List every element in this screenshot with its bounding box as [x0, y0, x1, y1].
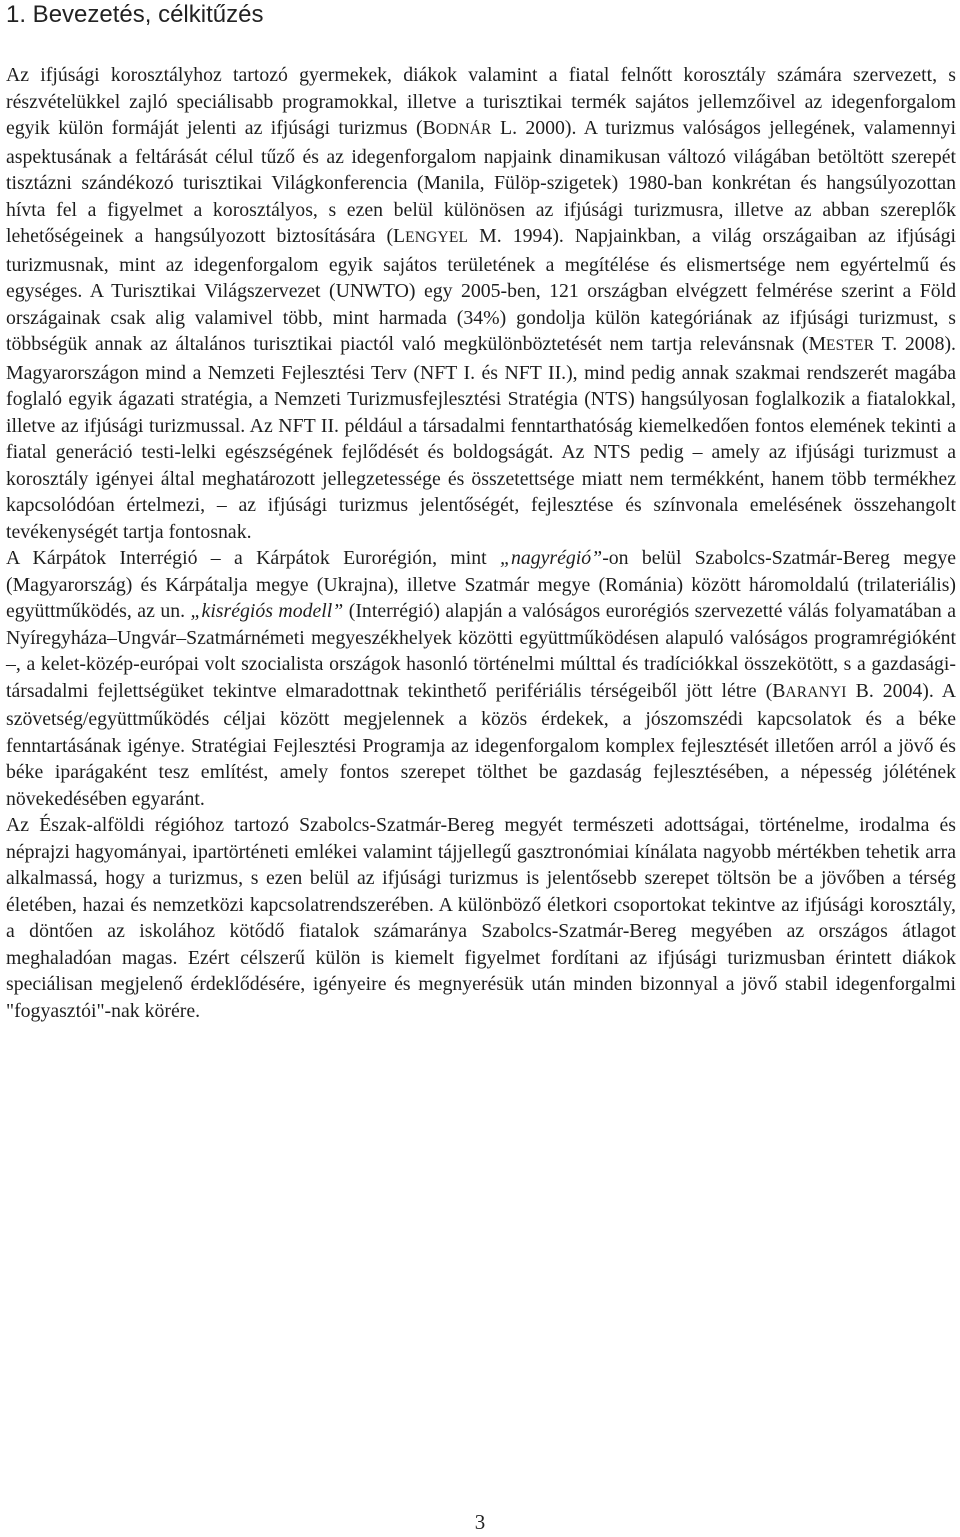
citation-tail: M. 1994). [468, 225, 564, 247]
citation-initial: L [393, 225, 406, 247]
citation-smallcaps: ENGYEL [405, 229, 469, 246]
paragraph-karpatok [6, 545, 956, 812]
citation-tail: B. 2004). [846, 679, 934, 702]
citation-smallcaps: ESTER [826, 337, 875, 354]
citation-smallcaps: ODNÁR [435, 121, 492, 138]
body-text [6, 62, 956, 1024]
paragraph-intro [6, 62, 956, 545]
text-run: (Interrégió) alapján a valóságos eurorégiós szervezetté válás folyamatában a Nyíregyháza–Ungvár–Szatmárnémeti megyeszékhelyek közötti együttműködésen alapuló valóságos programrégióként –, a kelet-közép-európai volt szocialista országok hasonló történelmi múlttal és tradíciókkal összekötött, s a gazdasági-társadalmi fejlettségüket tekintve elmaradottnak tekinthető perifériális térségeiből jött létre ( [6, 600, 957, 702]
citation-initial: M [808, 333, 827, 355]
citation-initial: B [772, 679, 786, 702]
text-run: Napjainkban, a világ országaiban az ifjúsági turizmusnak, mint az idegenforgalom egyik sajátos területének a megítélése és elismertsége nem egyértelmű és egységes. A Turisztikai Világszervezet (UNWTO) egy 2005-ben, 121 országban elvégzett felmérése szerint a Föld országainak csak alig valamivel több, mint harmada (34%) gondolja külön kategóriának az ifjúsági turizmust, s többségük annak az általános turisztikai piactól való megkülönböztetését nem tartja relevánsnak ( [6, 225, 956, 355]
citation-tail: L. 2000). [491, 117, 577, 139]
italic-term: „nagyrégió” [499, 547, 603, 569]
paragraph-eszak-alfold: Az Észak-alföldi régióhoz tartozó Szabolcs-Szatmár-Bereg megyét természeti adottságai, történelme, irodalma és néprajzi hagyományai, ipartörténeti emlékei valamint tájjellegű gasztronómiai kínálata nagyobb mértékben tehetik arra alkalmassá, hogy a turizmus, s ezen belül az ifjúsági turizmus is jelentősebb szerepet töltsön be a jövőben a térség életében, hazai és nemzetközi kapcsolatrendszerében. A különböző életkori csoportokat tekintve az ifjúsági korosztály, a döntően az iskolához kötődő fiatalok számaránya Szabolcs-Szatmár-Bereg megyében az országos átlagot meghaladóan magas. Ezért célszerű külön is kiemelt figyelmet fordítani az ifjúsági turizmusban érintett diákok speciálisan megjelenő érdeklődésére, igényeire és megnyerésük után minden bizonnyal a jövő stabil idegenforgalmi "fogyasztói"-nak körére. [6, 814, 956, 1022]
page-number: 3 [474, 1510, 486, 1534]
citation-initial: B [422, 117, 436, 139]
text-run: -on belül Szabolcs-Szatmár-Bereg megye (Magyarország) és Kárpátalja megye (Ukrajna), illetve Szatmár megye (Románia) között háromoldalú (trilateriális) együttműködés, az un. [6, 547, 956, 622]
text-run: A Kárpátok Interrégió – a Kárpátok Eurorégión, mint [6, 547, 500, 569]
citation-smallcaps: ARANYI [785, 683, 847, 701]
section-heading: 1. Bevezetés, célkitűzés [6, 1, 264, 28]
citation-tail: T. 2008). [874, 333, 956, 355]
text-run: A turizmus valóságos jellegének, valamennyi aspektusának a feltárását célul tűző és az idegenforgalom napjaink dinamikusan változó világában betöltött szerepét tisztázni szándékozó turisztikai Világkonferencia (Manila, Fülöp-szigetek) 1980-ban konkrétan és hangsúlyozottan hívta fel a figyelmet a korosztályos, s ezen belül különösen az ifjúsági turizmusra, illetve az abban szereplők lehetőségeinek a hangsúlyozott biztosítására ( [6, 117, 957, 247]
italic-term: „kisrégiós modell” [190, 600, 344, 622]
text-run: Magyarországon mind a Nemzeti Fejlesztési Terv (NFT I. és NFT II.), mind pedig annak szakmai rendszerét magába foglaló egyik ágazati stratégia, a Nemzeti Turizmusfejlesztési Stratégia (NTS) hangsúlyosan foglalkozik a fiatalokkal, illetve az ifjúsági turizmussal. Az NFT II. például a társadalmi fenntarthatóság kiemelkedően fontos elemének tekinti a fiatal generáció testi-lelki egészségének fejlődését és boldogságát. Az NTS pedig – amely az ifjúsági turizmust a korosztály igényei által meghatározott jellegzetessége és összetettsége miatt nem termékként, hanem több termékhez kapcsolódóan értelmezi, – az ifjúsági turizmus jelentőségét, fejlesztése és színvonala emelésének összehangolt tevékenységét tartja fontosnak. [6, 361, 956, 543]
text-run: A szövetség/együttműködés céljai között megjelennek a közös érdekek, a jószomszédi kapcsolatok és a béke fenntartásának igénye. Stratégiai Fejlesztési Programja az idegenforgalom komplex fejlesztését illetően arról a jövő és béke iparágaként tesz említést, amely fontos szerepet tölthet be gazdaság fejlesztésében, a népesség jólétének növekedésében egyaránt. [6, 679, 957, 810]
text-run: Az ifjúsági korosztályhoz tartozó gyermekek, diákok valamint a fiatal felnőtt korosztály számára szervezett, s részvételükkel zajló speciálisabb programokkal, illetve a turisztikai termék sajátos jellemzőivel az idegenforgalom egyik külön formáját jelenti az ifjúsági turizmus ( [6, 64, 956, 139]
